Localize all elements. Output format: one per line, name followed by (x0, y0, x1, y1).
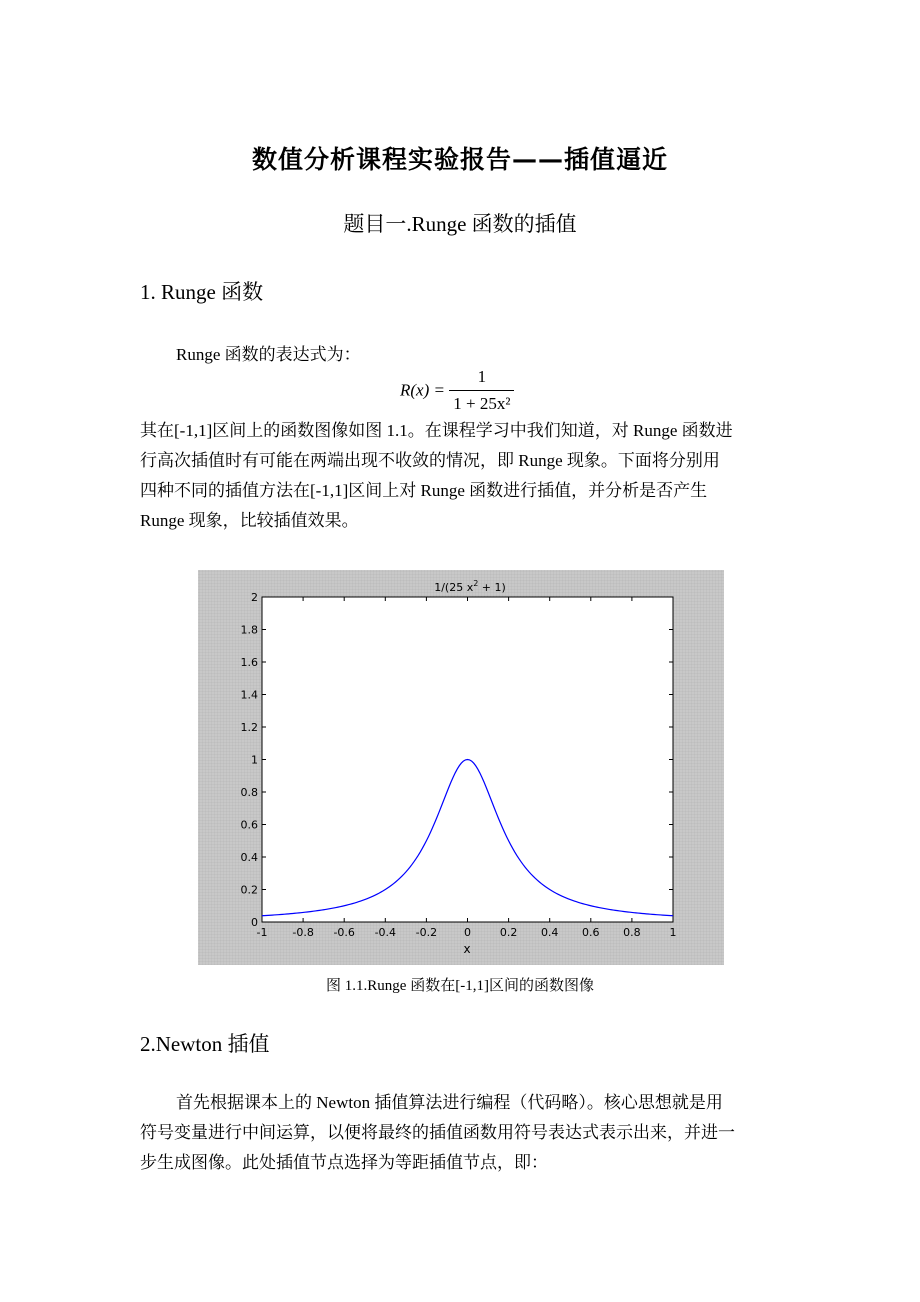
intro-text: Runge 函数的表达式为： (176, 345, 361, 364)
section-heading-newton: 2.Newton 插值 (140, 1032, 270, 1056)
chart-title: 1/(25 $x^2 + 1$) (434, 579, 506, 594)
x-tick-label: 1 (669, 926, 677, 939)
paragraph-line: 首先根据课本上的 Newton 插值算法进行编程（代码略）。核心思想就是用 (176, 1093, 723, 1112)
section-heading-runge: 1. Runge 函数 (140, 280, 264, 304)
x-tick-label: 0.6 (582, 926, 600, 939)
y-tick-label: 1 (251, 753, 258, 767)
formula-lhs: R(x) = (400, 380, 445, 400)
x-axis-label: x (463, 942, 471, 956)
x-tick-label: -0.6 (333, 926, 355, 939)
x-tick-label: 0.8 (623, 926, 641, 939)
y-tick-label: 0.4 (240, 851, 258, 864)
formula-fraction (449, 364, 514, 417)
problem-title: 题目一.Runge 函数的插值 (343, 212, 577, 236)
paragraph-line: 四种不同的插值方法在[-1,1]区间上对 Runge 函数进行插值，并分析是否产生 (140, 481, 708, 500)
y-tick-label: 2 (251, 591, 258, 604)
x-tick-label: -1 (256, 926, 268, 939)
y-tick-label: 0 (251, 916, 258, 929)
paragraph-line: 符号变量进行中间运算，以便将最终的插值函数用符号表达式表示出来，并进一 (140, 1123, 735, 1142)
x-tick-label: -0.2 (415, 926, 438, 939)
paragraph-line: 其在[-1,1]区间上的函数图像如图 1.1。在课程学习中我们知道，对 Runge 函数进 (140, 421, 733, 440)
formula-numerator: 1 (449, 364, 514, 391)
y-tick-label: 0.8 (240, 786, 258, 799)
y-tick-label: 1.4 (240, 688, 258, 702)
runge-chart (198, 570, 724, 965)
x-tick-label: -0.4 (374, 926, 397, 939)
paragraph-line: 步生成图像。此处插值节点选择为等距插值节点，即： (140, 1153, 548, 1172)
y-tick-label: 1.6 (240, 656, 258, 669)
formula-denominator: 1 + 25x² (453, 394, 511, 413)
paragraph-line: Runge 现象，比较插值效果。 (140, 511, 359, 530)
paragraph-line: 行高次插值时有可能在两端出现不收敛的情况，即 Runge 现象。下面将分别用 (140, 451, 720, 470)
x-tick-label: 0.2 (499, 926, 518, 939)
x-tick-label: -0.8 (292, 926, 314, 939)
figure-1-1 (198, 570, 724, 965)
y-tick-label: 1.2 (240, 721, 258, 734)
figure-caption: 图 1.1.Runge 函数在[-1,1]区间的函数图像 (326, 978, 594, 994)
y-tick-label: 1.8 (240, 623, 258, 637)
x-tick-label: 0 (464, 926, 471, 939)
y-tick-label: 0.2 (240, 883, 258, 897)
runge-formula (400, 364, 514, 417)
x-tick-label: 0.4 (540, 926, 559, 939)
document-title: 数值分析课程实验报告——插值逼近 (251, 145, 668, 174)
y-tick-label: 0.6 (240, 818, 258, 832)
